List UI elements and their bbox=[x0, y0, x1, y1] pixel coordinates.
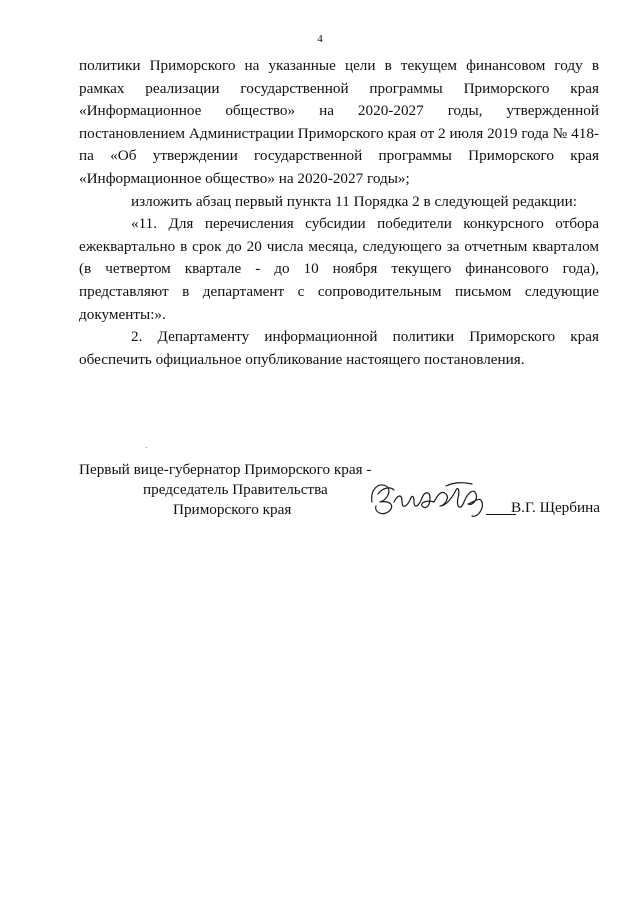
paragraph-publication-order: 2. Департаменту информационной политики Приморского края обеспечить официальное опубликование настоящего постановления. bbox=[79, 328, 599, 368]
document-body bbox=[79, 55, 599, 371]
signatory-name: В.Г. Щербина bbox=[511, 499, 600, 516]
paragraph-quoted-clause: «11. Для перечисления субсидии победители конкурсного отбора ежеквартально в срок до 20 числа месяца, следующего за отчетным кварталом (в четвертом квартале - до 10 ноября текущего финансового года), представляют в департамент с сопроводительным письмом следующие документы:». bbox=[79, 215, 599, 323]
signatory-title-line-2: председатель Правительства bbox=[143, 481, 328, 498]
scan-speck bbox=[146, 447, 147, 448]
paragraph-amendment-intro: изложить абзац первый пункта 11 Порядка 2 в следующей редакции: bbox=[131, 192, 577, 210]
signature-block bbox=[79, 460, 600, 530]
signatory-title-line-1: Первый вице-губернатор Приморского края - bbox=[79, 461, 372, 478]
page-number: 4 bbox=[317, 33, 323, 45]
signatory-title-line-3: Приморского края bbox=[173, 501, 292, 518]
paragraph-continuation: политики Приморского на указанные цели в текущем финансовом году в рамках реализации государственной программы Приморского края «Информационное общество» на 2020-2027 годы, утвержденной постановлением Администрации Приморского края от 2 июля 2019 года № 418-па «Об утверждении государственной программы Приморского края «Информационное общество» на 2020-2027 годы»; bbox=[79, 57, 599, 187]
